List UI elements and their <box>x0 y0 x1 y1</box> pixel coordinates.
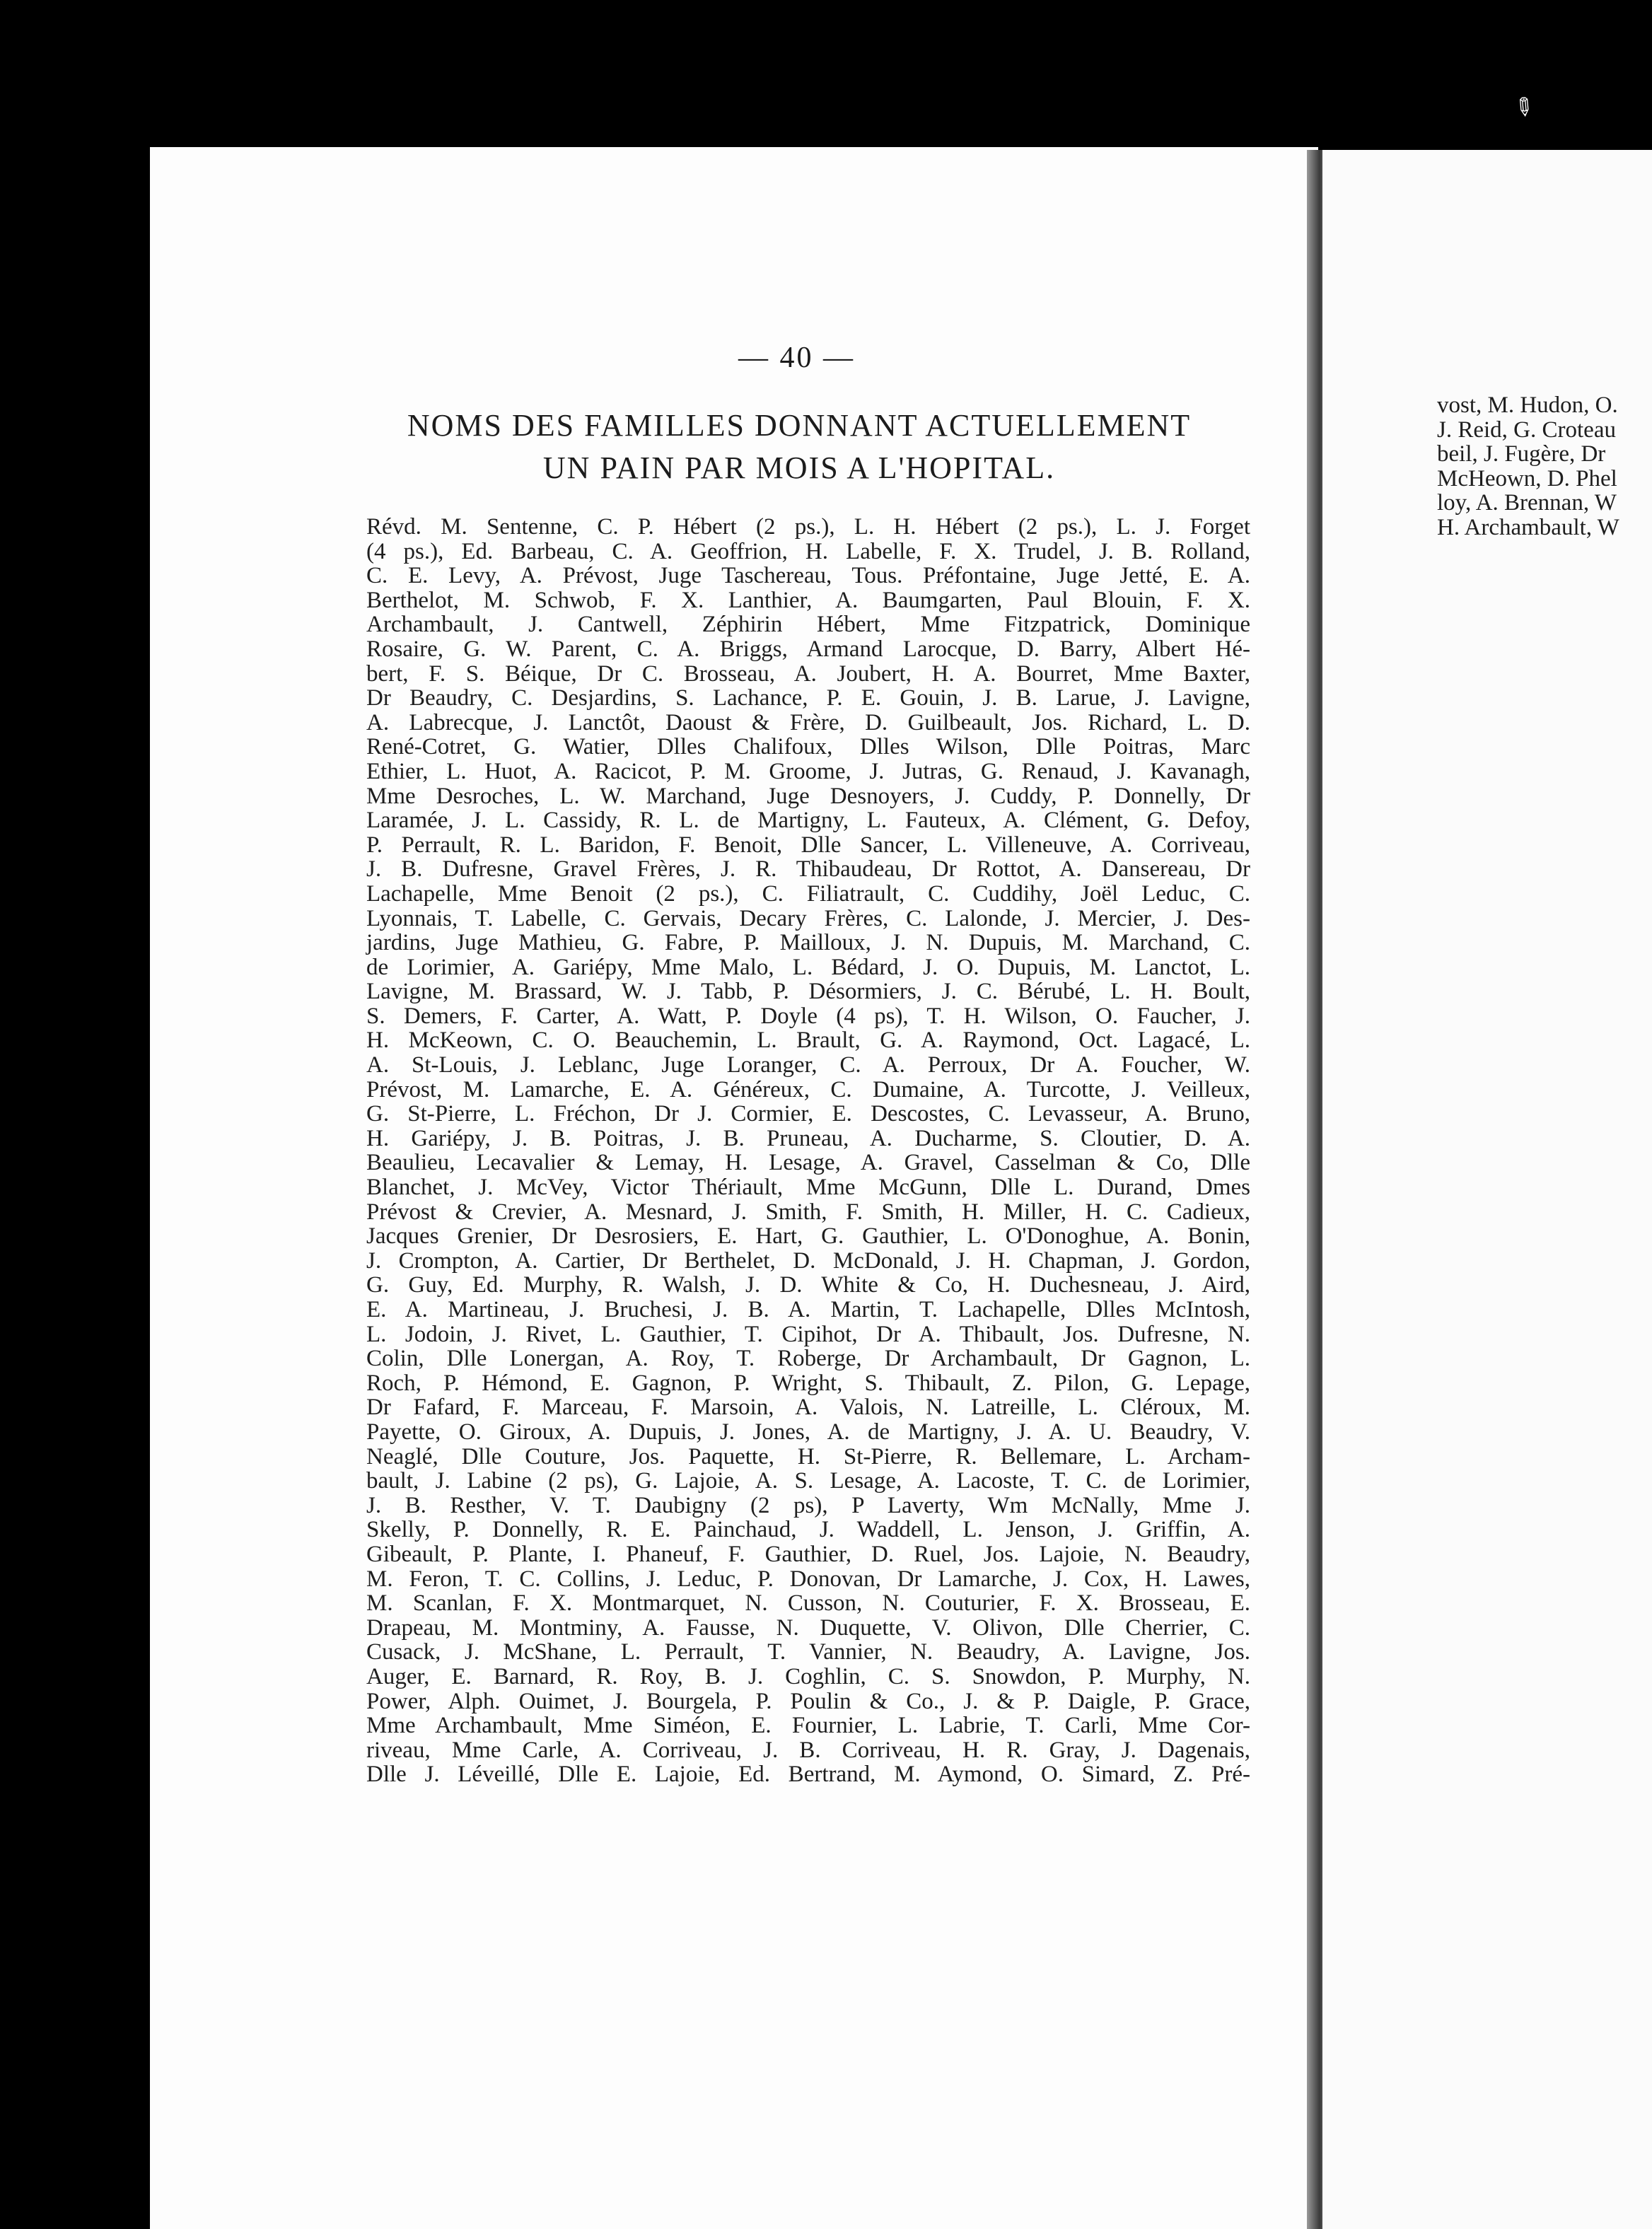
scan-debris-mark: ✎ <box>1506 90 1541 125</box>
text-line: Prévost, M. Lamarche, E. A. Généreux, C. Dumaine, A. Turcotte, J. Veilleux, <box>366 1076 1250 1102</box>
text-line: P. Perrault, R. L. Baridon, F. Benoit, Dlle Sancer, L. Villeneuve, A. Corriveau, <box>366 832 1250 858</box>
text-line: Laramée, J. L. Cassidy, R. L. de Martigny, L. Fauteux, A. Clément, G. Defoy, <box>366 808 1250 834</box>
text-line: Mme Desroches, L. W. Marchand, Juge Desnoyers, J. Cuddy, P. Donnelly, Dr <box>366 783 1250 809</box>
text-line: J. Reid, G. Croteau <box>1437 417 1616 443</box>
text-line: Power, Alph. Ouimet, J. Bourgela, P. Poulin & Co., J. & P. Daigle, P. Grace, <box>366 1688 1250 1714</box>
text-line: (4 ps.), Ed. Barbeau, C. A. Geoffrion, H. Labelle, F. X. Trudel, J. B. Rolland, <box>366 538 1250 564</box>
text-line: S. Demers, F. Carter, A. Watt, P. Doyle (4 ps), T. H. Wilson, O. Faucher, J. <box>366 1003 1250 1029</box>
text-line: M. Scanlan, F. X. Montmarquet, N. Cusson, N. Couturier, F. X. Brosseau, E. <box>366 1590 1250 1617</box>
page-heading <box>382 405 1216 489</box>
text-line: vost, M. Hudon, O. <box>1437 393 1618 418</box>
text-line: Dr Beaudry, C. Desjardins, S. Lachance, P. E. Gouin, J. B. Larue, J. Lavigne, <box>366 685 1250 711</box>
text-line: René-Cotret, G. Watier, Dlles Chalifoux, Dlles Wilson, Dlle Poitras, Marc <box>366 734 1250 760</box>
text-line: J. Crompton, A. Cartier, Dr Berthelet, D. McDonald, J. H. Chapman, J. Gordon, <box>366 1247 1250 1274</box>
text-line: jardins, Juge Mathieu, G. Fabre, P. Mailloux, J. N. Dupuis, M. Marchand, C. <box>366 930 1250 956</box>
text-line: riveau, Mme Carle, A. Corriveau, J. B. Corriveau, H. R. Gray, J. Dagenais, <box>366 1737 1250 1763</box>
text-line: loy, A. Brennan, W <box>1437 490 1617 516</box>
text-line: Cusack, J. McShane, L. Perrault, T. Vannier, N. Beaudry, A. Lavigne, Jos. <box>366 1639 1250 1665</box>
text-line: Drapeau, M. Montminy, A. Fausse, N. Duquette, V. Olivon, Dlle Cherrier, C. <box>366 1614 1250 1641</box>
heading-line: NOMS DES FAMILLES DONNANT ACTUELLEMENT <box>407 408 1192 443</box>
text-line: Colin, Dlle Lonergan, A. Roy, T. Roberge, Dr Archambault, Dr Gagnon, L. <box>366 1346 1250 1372</box>
text-line: bert, F. S. Béique, Dr C. Brosseau, A. Joubert, H. A. Bourret, Mme Baxter, <box>366 660 1250 687</box>
text-line: Mme Archambault, Mme Siméon, E. Fournier, L. Labrie, T. Carli, Mme Cor- <box>366 1713 1250 1739</box>
text-line: Lavigne, M. Brassard, W. J. Tabb, P. Désormiers, J. C. Bérubé, L. H. Boult, <box>366 979 1250 1005</box>
text-line: A. Labrecque, J. Lanctôt, Daoust & Frère, D. Guilbeault, Jos. Richard, L. D. <box>366 709 1250 735</box>
text-line: M. Feron, T. C. Collins, J. Leduc, P. Donovan, Dr Lamarche, J. Cox, H. Lawes, <box>366 1566 1250 1592</box>
text-line: Neaglé, Dlle Couture, Jos. Paquette, H. St-Pierre, R. Bellemare, L. Archam- <box>366 1443 1250 1469</box>
text-line: Auger, E. Barnard, R. Roy, B. J. Coghlin, C. S. Snowdon, P. Murphy, N. <box>366 1663 1250 1689</box>
text-line: Lachapelle, Mme Benoit (2 ps.), C. Filiatrault, C. Cuddihy, Joël Leduc, C. <box>366 880 1250 907</box>
page-number: — 40 — <box>738 342 855 374</box>
text-line: Lyonnais, T. Labelle, C. Gervais, Decary Frères, C. Lalonde, J. Mercier, J. Des- <box>366 905 1250 931</box>
donor-list-right <box>1437 393 1652 540</box>
text-line: Archambault, J. Cantwell, Zéphirin Hébert, Mme Fitzpatrick, Dominique <box>366 612 1250 638</box>
text-line: beil, J. Fugère, Dr <box>1437 441 1606 467</box>
heading-line: UN PAIN PAR MOIS A L'HOPITAL. <box>542 450 1056 485</box>
text-line: A. St-Louis, J. Leblanc, Juge Loranger, C. A. Perroux, Dr A. Foucher, W. <box>366 1052 1250 1078</box>
text-line: Rosaire, G. W. Parent, C. A. Briggs, Armand Larocque, D. Barry, Albert Hé- <box>366 636 1250 662</box>
text-line: E. A. Martineau, J. Bruchesi, J. B. A. Martin, T. Lachapelle, Dlles McIntosh, <box>366 1297 1250 1322</box>
text-line: McHeown, D. Phel <box>1437 465 1617 491</box>
text-line: Prévost & Crevier, A. Mesnard, J. Smith, F. Smith, H. Miller, H. C. Cadieux, <box>366 1199 1250 1225</box>
text-line: G. Guy, Ed. Murphy, R. Walsh, J. D. White & Co, H. Duchesneau, J. Aird, <box>366 1272 1250 1298</box>
text-line: Gibeault, P. Plante, I. Phaneuf, F. Gauthier, D. Ruel, Jos. Lajoie, N. Beaudry, <box>366 1541 1250 1567</box>
text-line: H. Archambault, W <box>1437 514 1619 540</box>
text-line: Ethier, L. Huot, A. Racicot, P. M. Groome, J. Jutras, G. Renaud, J. Kavanagh, <box>366 758 1250 784</box>
text-line: bault, J. Labine (2 ps), G. Lajoie, A. S. Lesage, A. Lacoste, T. C. de Lorimier, <box>366 1468 1250 1494</box>
text-line: Dlle J. Léveillé, Dlle E. Lajoie, Ed. Bertrand, M. Aymond, O. Simard, Z. Pré- <box>366 1762 1250 1788</box>
text-line: Révd. M. Sentenne, C. P. Hébert (2 ps.), L. H. Hébert (2 ps.), L. J. Forget <box>366 514 1250 540</box>
text-line: Jacques Grenier, Dr Desrosiers, E. Hart, G. Gauthier, L. O'Donoghue, A. Bonin, <box>366 1223 1250 1250</box>
text-line: de Lorimier, A. Gariépy, Mme Malo, L. Bédard, J. O. Dupuis, M. Lanctot, L. <box>366 954 1250 980</box>
text-line: G. St-Pierre, L. Fréchon, Dr J. Cormier, E. Descostes, C. Levasseur, A. Bruno, <box>366 1101 1250 1127</box>
text-line: Roch, P. Hémond, E. Gagnon, P. Wright, S. Thibault, Z. Pilon, G. Lepage, <box>366 1370 1250 1396</box>
text-line: Dr Fafard, F. Marceau, F. Marsoin, A. Valois, N. Latreille, L. Cléroux, M. <box>366 1395 1250 1421</box>
text-line: Blanchet, J. McVey, Victor Thériault, Mme McGunn, Dlle L. Durand, Dmes <box>366 1175 1250 1201</box>
text-line: Payette, O. Giroux, A. Dupuis, J. Jones, A. de Martigny, J. A. U. Beaudry, V. <box>366 1419 1250 1445</box>
text-line: H. Gariépy, J. B. Poitras, J. B. Pruneau, A. Ducharme, S. Cloutier, D. A. <box>366 1125 1250 1151</box>
donor-list-left <box>366 515 1250 1787</box>
text-line: J. B. Resther, V. T. Daubigny (2 ps), P Laverty, Wm McNally, Mme J. <box>366 1492 1250 1518</box>
text-line: Skelly, P. Donnelly, R. E. Painchaud, J. Waddell, L. Jenson, J. Griffin, A. <box>366 1517 1250 1543</box>
text-line: J. B. Dufresne, Gravel Frères, J. R. Thibaudeau, Dr Rottot, A. Dansereau, Dr <box>366 856 1250 883</box>
text-line: L. Jodoin, J. Rivet, L. Gauthier, T. Cipihot, Dr A. Thibault, Jos. Dufresne, N. <box>366 1321 1250 1347</box>
text-line: Beaulieu, Lecavalier & Lemay, H. Lesage, A. Gravel, Casselman & Co, Dlle <box>366 1150 1250 1176</box>
text-line: H. McKeown, C. O. Beauchemin, L. Brault, G. A. Raymond, Oct. Lagacé, L. <box>366 1028 1250 1054</box>
text-line: Berthelot, M. Schwob, F. X. Lanthier, A. Baumgarten, Paul Blouin, F. X. <box>366 587 1250 613</box>
text-line: C. E. Levy, A. Prévost, Juge Taschereau, Tous. Préfontaine, Juge Jetté, E. A. <box>366 563 1250 589</box>
